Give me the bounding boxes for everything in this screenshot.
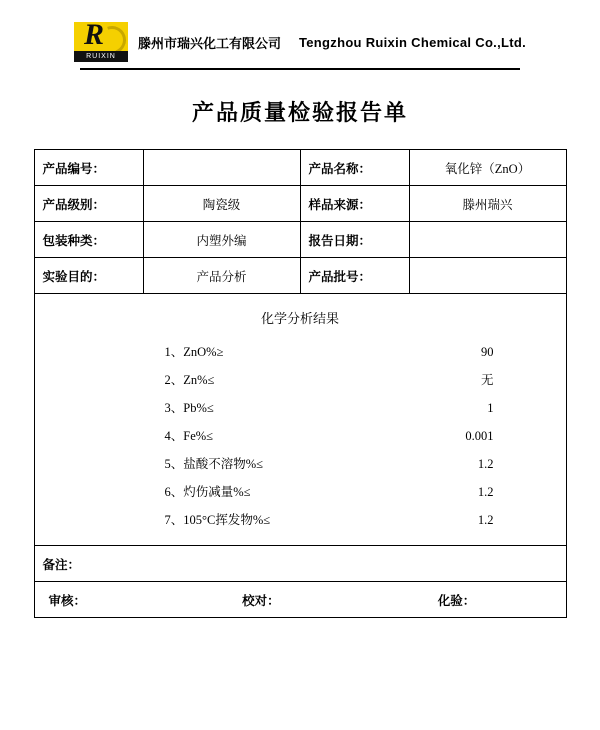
field-value-product-grade: 陶瓷级 bbox=[143, 186, 300, 222]
table-row bbox=[34, 150, 566, 186]
list-item bbox=[43, 337, 558, 365]
logo-wordmark: RUIXIN bbox=[74, 51, 128, 62]
field-label-test-purpose: 实验目的： bbox=[34, 258, 143, 294]
signature-cell bbox=[34, 582, 566, 618]
signature-row bbox=[43, 591, 558, 609]
table-row bbox=[34, 258, 566, 294]
table-row-remark bbox=[34, 546, 566, 582]
chem-item-value: 1 bbox=[487, 401, 494, 415]
field-label-report-date: 报告日期： bbox=[300, 222, 409, 258]
field-value-sample-source: 滕州瑞兴 bbox=[409, 186, 566, 222]
chem-item-name: 5、盐酸不溶物%≤ bbox=[164, 457, 264, 471]
chemical-results-cell bbox=[34, 294, 566, 546]
chem-item-name: 1、ZnO%≥ bbox=[164, 345, 224, 359]
list-item bbox=[43, 365, 558, 393]
page-title: 产品质量检验报告单 bbox=[191, 100, 408, 125]
chem-item-value: 1.2 bbox=[477, 457, 494, 471]
signature-check-label: 校对： bbox=[242, 593, 280, 608]
list-item bbox=[43, 393, 558, 421]
signature-review-label: 审核： bbox=[48, 593, 87, 608]
chemical-results-list bbox=[43, 337, 558, 545]
chemical-results-title: 化学分析结果 bbox=[260, 311, 339, 326]
chem-item-name: 3、Pb%≤ bbox=[164, 401, 214, 415]
chem-item-value: 1.2 bbox=[477, 485, 494, 499]
field-label-batch-number: 产品批号： bbox=[300, 258, 409, 294]
logo-badge bbox=[74, 22, 128, 51]
company-logo bbox=[74, 22, 128, 62]
field-value-report-date bbox=[409, 222, 566, 258]
field-label-product-name: 产品名称： bbox=[300, 150, 409, 186]
chem-item-value: 1.2 bbox=[477, 513, 494, 527]
chem-item-name: 6、灼伤减量%≤ bbox=[164, 485, 251, 499]
list-item bbox=[43, 505, 558, 533]
field-value-batch-number bbox=[409, 258, 566, 294]
signature-assay-label: 化验： bbox=[437, 593, 476, 608]
header-divider bbox=[80, 68, 520, 70]
table-row-signatures bbox=[34, 582, 566, 618]
list-item bbox=[43, 449, 558, 477]
field-value-product-name: 氧化锌（ZnO） bbox=[409, 150, 566, 186]
chem-item-value: 0.001 bbox=[465, 429, 494, 443]
field-value-test-purpose: 产品分析 bbox=[143, 258, 300, 294]
field-value-package-type: 内塑外编 bbox=[143, 222, 300, 258]
company-name-cn: 滕州市瑞兴化工有限公司 bbox=[137, 35, 281, 51]
document-header bbox=[0, 0, 600, 66]
report-table bbox=[34, 149, 567, 618]
table-row-chemical-results bbox=[34, 294, 566, 546]
field-label-sample-source: 样品来源： bbox=[300, 186, 409, 222]
table-row bbox=[34, 222, 566, 258]
list-item bbox=[43, 421, 558, 449]
field-label-product-code: 产品编号： bbox=[34, 150, 143, 186]
chem-item-value: 90 bbox=[480, 345, 494, 359]
field-label-product-grade: 产品级别： bbox=[34, 186, 143, 222]
chem-item-name: 4、Fe%≤ bbox=[164, 429, 214, 443]
remark-label: 备注： bbox=[34, 546, 566, 582]
chem-item-value: 无 bbox=[480, 373, 494, 387]
table-row bbox=[34, 186, 566, 222]
list-item bbox=[43, 477, 558, 505]
field-label-package-type: 包装种类： bbox=[34, 222, 143, 258]
field-value-product-code bbox=[143, 150, 300, 186]
logo-letter-icon: R bbox=[83, 22, 104, 51]
chem-item-name: 2、Zn%≤ bbox=[164, 373, 215, 387]
company-name-en: Tengzhou Ruixin Chemical Co.,Ltd. bbox=[298, 34, 527, 50]
chem-item-name: 7、105°C挥发物%≤ bbox=[164, 513, 271, 527]
